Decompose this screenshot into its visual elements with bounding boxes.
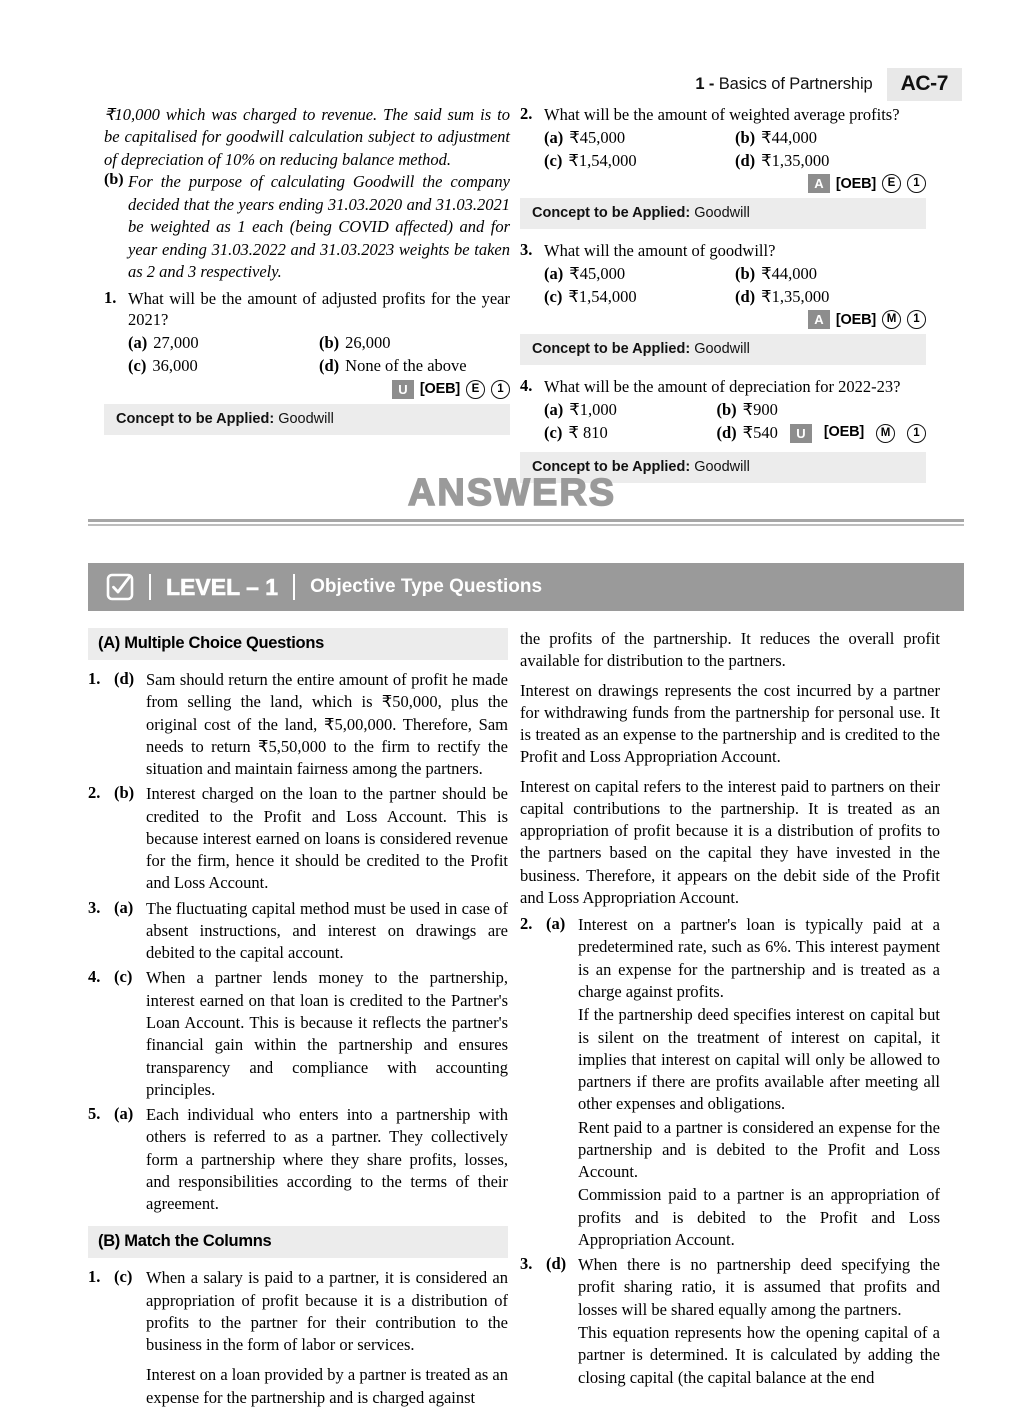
- option-d[interactable]: [319, 355, 510, 378]
- question-options: [544, 263, 926, 308]
- question-type-badge: A: [808, 310, 830, 329]
- checkbox-check-icon: [106, 573, 134, 601]
- answer-text: When there is no partnership deed specifying the profit sharing ratio, it is assumed that profits and losses will be shared equally among the partners.: [578, 1255, 940, 1319]
- question-badges: [104, 380, 510, 399]
- answer-text: Interest charged on the loan to the partner should be credited to the Profit and Loss Account. This is because interest earned on loans is considered revenue for the firm, hence it should be credited to the Profit and Loss Account.: [146, 784, 508, 893]
- option-key: (a): [544, 264, 564, 284]
- question-options: [544, 399, 926, 444]
- concept-value: Goodwill: [694, 341, 750, 358]
- answer-item: [88, 898, 508, 966]
- answer-item: [88, 1267, 508, 1410]
- concept-label: Concept to be Applied:: [116, 410, 275, 427]
- option-key: (d): [319, 355, 340, 375]
- section-a-heading: (A) Multiple Choice Questions: [88, 628, 508, 660]
- option-value: ₹540: [742, 422, 778, 442]
- chapter-breadcrumb: [695, 75, 886, 94]
- option-key: (b): [735, 264, 756, 284]
- answer-item: [88, 783, 508, 895]
- answers-divider: [88, 519, 964, 526]
- answer-key: (a): [546, 914, 566, 934]
- option-c[interactable]: [544, 286, 735, 309]
- question-source-badge: [OEB]: [835, 175, 876, 192]
- concept-bar: [520, 334, 926, 365]
- answer-text: Interest on drawings represents the cost incurred by a partner for withdrawing funds from the partnership for personal use. It is treated as an expense to the partnership and is credited to the Profit and Loss Appropriation Account.: [520, 680, 940, 767]
- option-c[interactable]: [128, 355, 319, 378]
- difficulty-badge: M: [876, 424, 895, 443]
- option-c[interactable]: [544, 150, 735, 173]
- answer-item: [88, 1104, 508, 1216]
- option-value: ₹ 810: [568, 422, 608, 442]
- answer-text: Interest on capital refers to the interest paid to partners on their capital contributions to the partnership. It is treated as an appropriation of profit because it is a distribution of profits to the partners based on the capital they have invested in the business. Therefore, it appears on the debit side of the Profit and Loss Appropriation Account.: [520, 776, 940, 907]
- option-value: ₹1,000: [569, 400, 617, 420]
- option-value: ₹44,000: [761, 127, 818, 147]
- chapter-number: 1 -: [695, 75, 715, 93]
- question-text: What will the amount of goodwill?: [544, 241, 776, 261]
- intro-b-text: For the purpose of calculating Goodwill the company decided that the years ending 31.03.2020 and 31.03.2021 be weighted as 1 each (being COVID affected) and for year ending 31.03.2022 and 31.03.2023 weights be taken as 2 and 3 respectively.: [128, 172, 510, 282]
- question-number: 4.: [520, 376, 533, 396]
- page-code-badge: AC-7: [887, 68, 962, 101]
- concept-bar: [520, 198, 926, 229]
- marks-badge: 1: [907, 174, 926, 193]
- option-key: (c): [544, 150, 563, 170]
- question-1: [104, 288, 510, 435]
- answer-text: When a salary is paid to a partner, it is considered an appropriation of profit because it is a distribution of profits to the partner for their contribution to the business in the form of labor or services.: [146, 1268, 508, 1355]
- intro-b-label: (b): [104, 171, 124, 189]
- answer-continuation: [520, 628, 940, 909]
- answers-heading: ANSWERS: [407, 472, 617, 514]
- option-key: (d): [735, 150, 756, 170]
- question-source-badge: [OEB]: [835, 311, 876, 328]
- answer-text: When a partner lends money to the partnership, interest earned on that loan is credited to the Partner's Loan Account. This is because it reflects the partner's financial gain within the partnership and ensures transparency and compliance with accounting principles.: [146, 968, 508, 1099]
- answer-text: Each individual who enters into a partnership with others is referred to as a partner. They collectively form a partnership where they share profits, losses, and responsibilities according to the terms of their agreement.: [146, 1105, 508, 1214]
- answer-number: 1.: [88, 669, 101, 688]
- answer-number: 1.: [88, 1267, 101, 1287]
- question-number: 1.: [104, 287, 117, 307]
- answer-key: (a): [114, 897, 134, 917]
- answer-key: (d): [114, 669, 135, 688]
- marks-badge: 1: [491, 380, 510, 399]
- question-text: What will be the amount of depreciation for 2022-23?: [544, 377, 901, 397]
- answer-number: 4.: [88, 967, 101, 987]
- option-value: ₹45,000: [569, 127, 626, 147]
- question-3: [520, 240, 926, 365]
- option-key: (c): [544, 422, 563, 442]
- option-a[interactable]: [544, 399, 716, 422]
- option-c[interactable]: [544, 422, 716, 445]
- option-a[interactable]: [544, 127, 735, 150]
- option-b[interactable]: [735, 263, 926, 286]
- option-d[interactable]: [735, 286, 926, 309]
- divider-line-top: [88, 519, 964, 522]
- option-value: 27,000: [153, 333, 199, 353]
- question-text: What will be the amount of weighted average profits?: [544, 105, 900, 124]
- questions-left-column: [104, 104, 510, 446]
- answer-number: 2.: [88, 783, 101, 803]
- option-key: (a): [544, 400, 564, 420]
- section-b-heading: (B) Match the Columns: [88, 1226, 508, 1258]
- question-badges: [520, 174, 926, 193]
- option-key: (b): [319, 333, 340, 353]
- concept-label: Concept to be Applied:: [532, 341, 691, 358]
- difficulty-badge: E: [466, 380, 485, 399]
- option-key: (a): [128, 333, 148, 353]
- option-b[interactable]: [319, 332, 510, 355]
- answer-number: 3.: [88, 897, 101, 917]
- level-banner: [88, 563, 964, 611]
- answer-text: If the partnership deed specifies interest on capital but is silent on the treatment of interest on capital, it implies that interest on capital will only be allowed to partners if there are profits available after meeting all other expenses and obligations.: [578, 1005, 940, 1114]
- question-number: 3.: [520, 240, 533, 260]
- option-d[interactable]: [735, 150, 926, 173]
- answers-left-column: [88, 628, 508, 1412]
- answer-text: Rent paid to a partner is considered an expense for the partnership and is debited to the Profit and Loss Account.: [578, 1117, 940, 1182]
- level-subtitle: Objective Type Questions: [310, 576, 543, 597]
- option-value: ₹1,35,000: [761, 150, 830, 170]
- option-key: (c): [128, 355, 147, 375]
- answer-key: (a): [114, 1104, 134, 1124]
- banner-divider-1: [149, 574, 151, 600]
- option-key: (c): [544, 286, 563, 306]
- answer-text: Commission paid to a partner is an appropriation of profits and is debited to the Profit and Loss Appropriation Account.: [578, 1185, 940, 1249]
- option-value: ₹1,54,000: [568, 286, 637, 306]
- questions-right-column: [520, 104, 926, 494]
- option-key: (b): [716, 400, 737, 420]
- concept-value: Goodwill: [694, 459, 750, 476]
- concept-value: Goodwill: [278, 410, 334, 427]
- question-type-badge: U: [392, 380, 414, 399]
- question-2: [520, 104, 926, 229]
- marks-badge: 1: [907, 310, 926, 329]
- question-type-badge: A: [808, 174, 830, 193]
- option-a[interactable]: [544, 263, 735, 286]
- question-source-badge: [OEB]: [823, 424, 864, 441]
- option-key: (b): [735, 127, 756, 147]
- answer-text: This equation represents how the opening capital of a partner is determined. It is calculated by adding the closing capital (the capital balance at the end: [578, 1322, 940, 1387]
- difficulty-badge: E: [882, 174, 901, 193]
- intro-item-b: [104, 171, 510, 283]
- answer-text: The fluctuating capital method must be used in case of absent instructions, and interest on drawings are debited to the capital account.: [146, 898, 508, 963]
- answers-right-column: [520, 628, 940, 1392]
- option-value: ₹1,54,000: [568, 150, 637, 170]
- answer-item: [88, 967, 508, 1102]
- answer-number: 2.: [520, 914, 533, 934]
- concept-value: Goodwill: [694, 205, 750, 222]
- answer-number: 5.: [88, 1104, 101, 1124]
- option-b[interactable]: [716, 399, 926, 422]
- banner-divider-2: [293, 574, 295, 600]
- option-b[interactable]: [735, 127, 926, 150]
- question-badges: [520, 310, 926, 329]
- answer-key: (c): [114, 1267, 133, 1287]
- answer-item: [520, 914, 940, 1252]
- question-type-badge: U: [790, 424, 812, 443]
- answer-key: (b): [114, 783, 135, 803]
- question-options: [544, 127, 926, 172]
- difficulty-badge: M: [882, 310, 901, 329]
- option-d[interactable]: [716, 422, 926, 445]
- option-key: (d): [735, 286, 756, 306]
- answer-number: 3.: [520, 1254, 533, 1274]
- answer-text: Interest on a loan provided by a partner is treated as an expense for the partnership and is charged against: [146, 1365, 508, 1407]
- chapter-title: Basics of Partnership: [718, 75, 873, 93]
- marks-badge: 1: [907, 424, 926, 443]
- concept-label: Concept to be Applied:: [532, 459, 691, 476]
- option-a[interactable]: [128, 332, 319, 355]
- option-value: ₹1,35,000: [761, 286, 830, 306]
- option-value: 26,000: [345, 333, 391, 353]
- option-key: (a): [544, 127, 564, 147]
- page-header: [695, 68, 962, 101]
- answer-item: [88, 669, 508, 781]
- option-value: ₹45,000: [569, 264, 626, 284]
- answer-item: [520, 1254, 940, 1390]
- option-key: (d): [716, 422, 737, 442]
- option-value: ₹44,000: [761, 264, 818, 284]
- concept-label: Concept to be Applied:: [532, 205, 691, 222]
- intro-continuation-text: ₹10,000 which was charged to revenue. The said sum is to be capitalised for goodwill calculation subject to adjustment of depreciation of 10% on reducing balance method.: [104, 105, 510, 169]
- answer-key: (c): [114, 967, 133, 987]
- answer-text: the profits of the partnership. It reduces the overall profit available for distribution to the partners.: [520, 629, 940, 671]
- question-4: [520, 376, 926, 483]
- level-label: LEVEL – 1: [166, 573, 279, 600]
- option-value: ₹900: [742, 400, 778, 420]
- question-options: [128, 332, 510, 377]
- question-text: What will be the amount of adjusted profits for the year 2021?: [128, 288, 510, 330]
- answer-text: Interest on a partner's loan is typically paid at a predetermined rate, such as 6%. This interest payment is an expense for the partnership and is treated as a charge against profits.: [578, 915, 940, 1001]
- divider-line-bottom: [88, 524, 964, 526]
- concept-bar: [104, 404, 510, 435]
- question-number: 2.: [520, 104, 533, 123]
- answer-key: (d): [546, 1254, 567, 1274]
- option-value: None of the above: [345, 355, 467, 375]
- option-value: 36,000: [152, 355, 198, 375]
- answer-text: Sam should return the entire amount of profit he made from selling the land, which is ₹50,000, plus the original cost of the land, ₹5,00,000. Therefore, Sam needs to return ₹5,50,000 to the firm to rectify the situation and maintain fairness among the partners.: [146, 670, 508, 779]
- question-source-badge: [OEB]: [419, 381, 460, 398]
